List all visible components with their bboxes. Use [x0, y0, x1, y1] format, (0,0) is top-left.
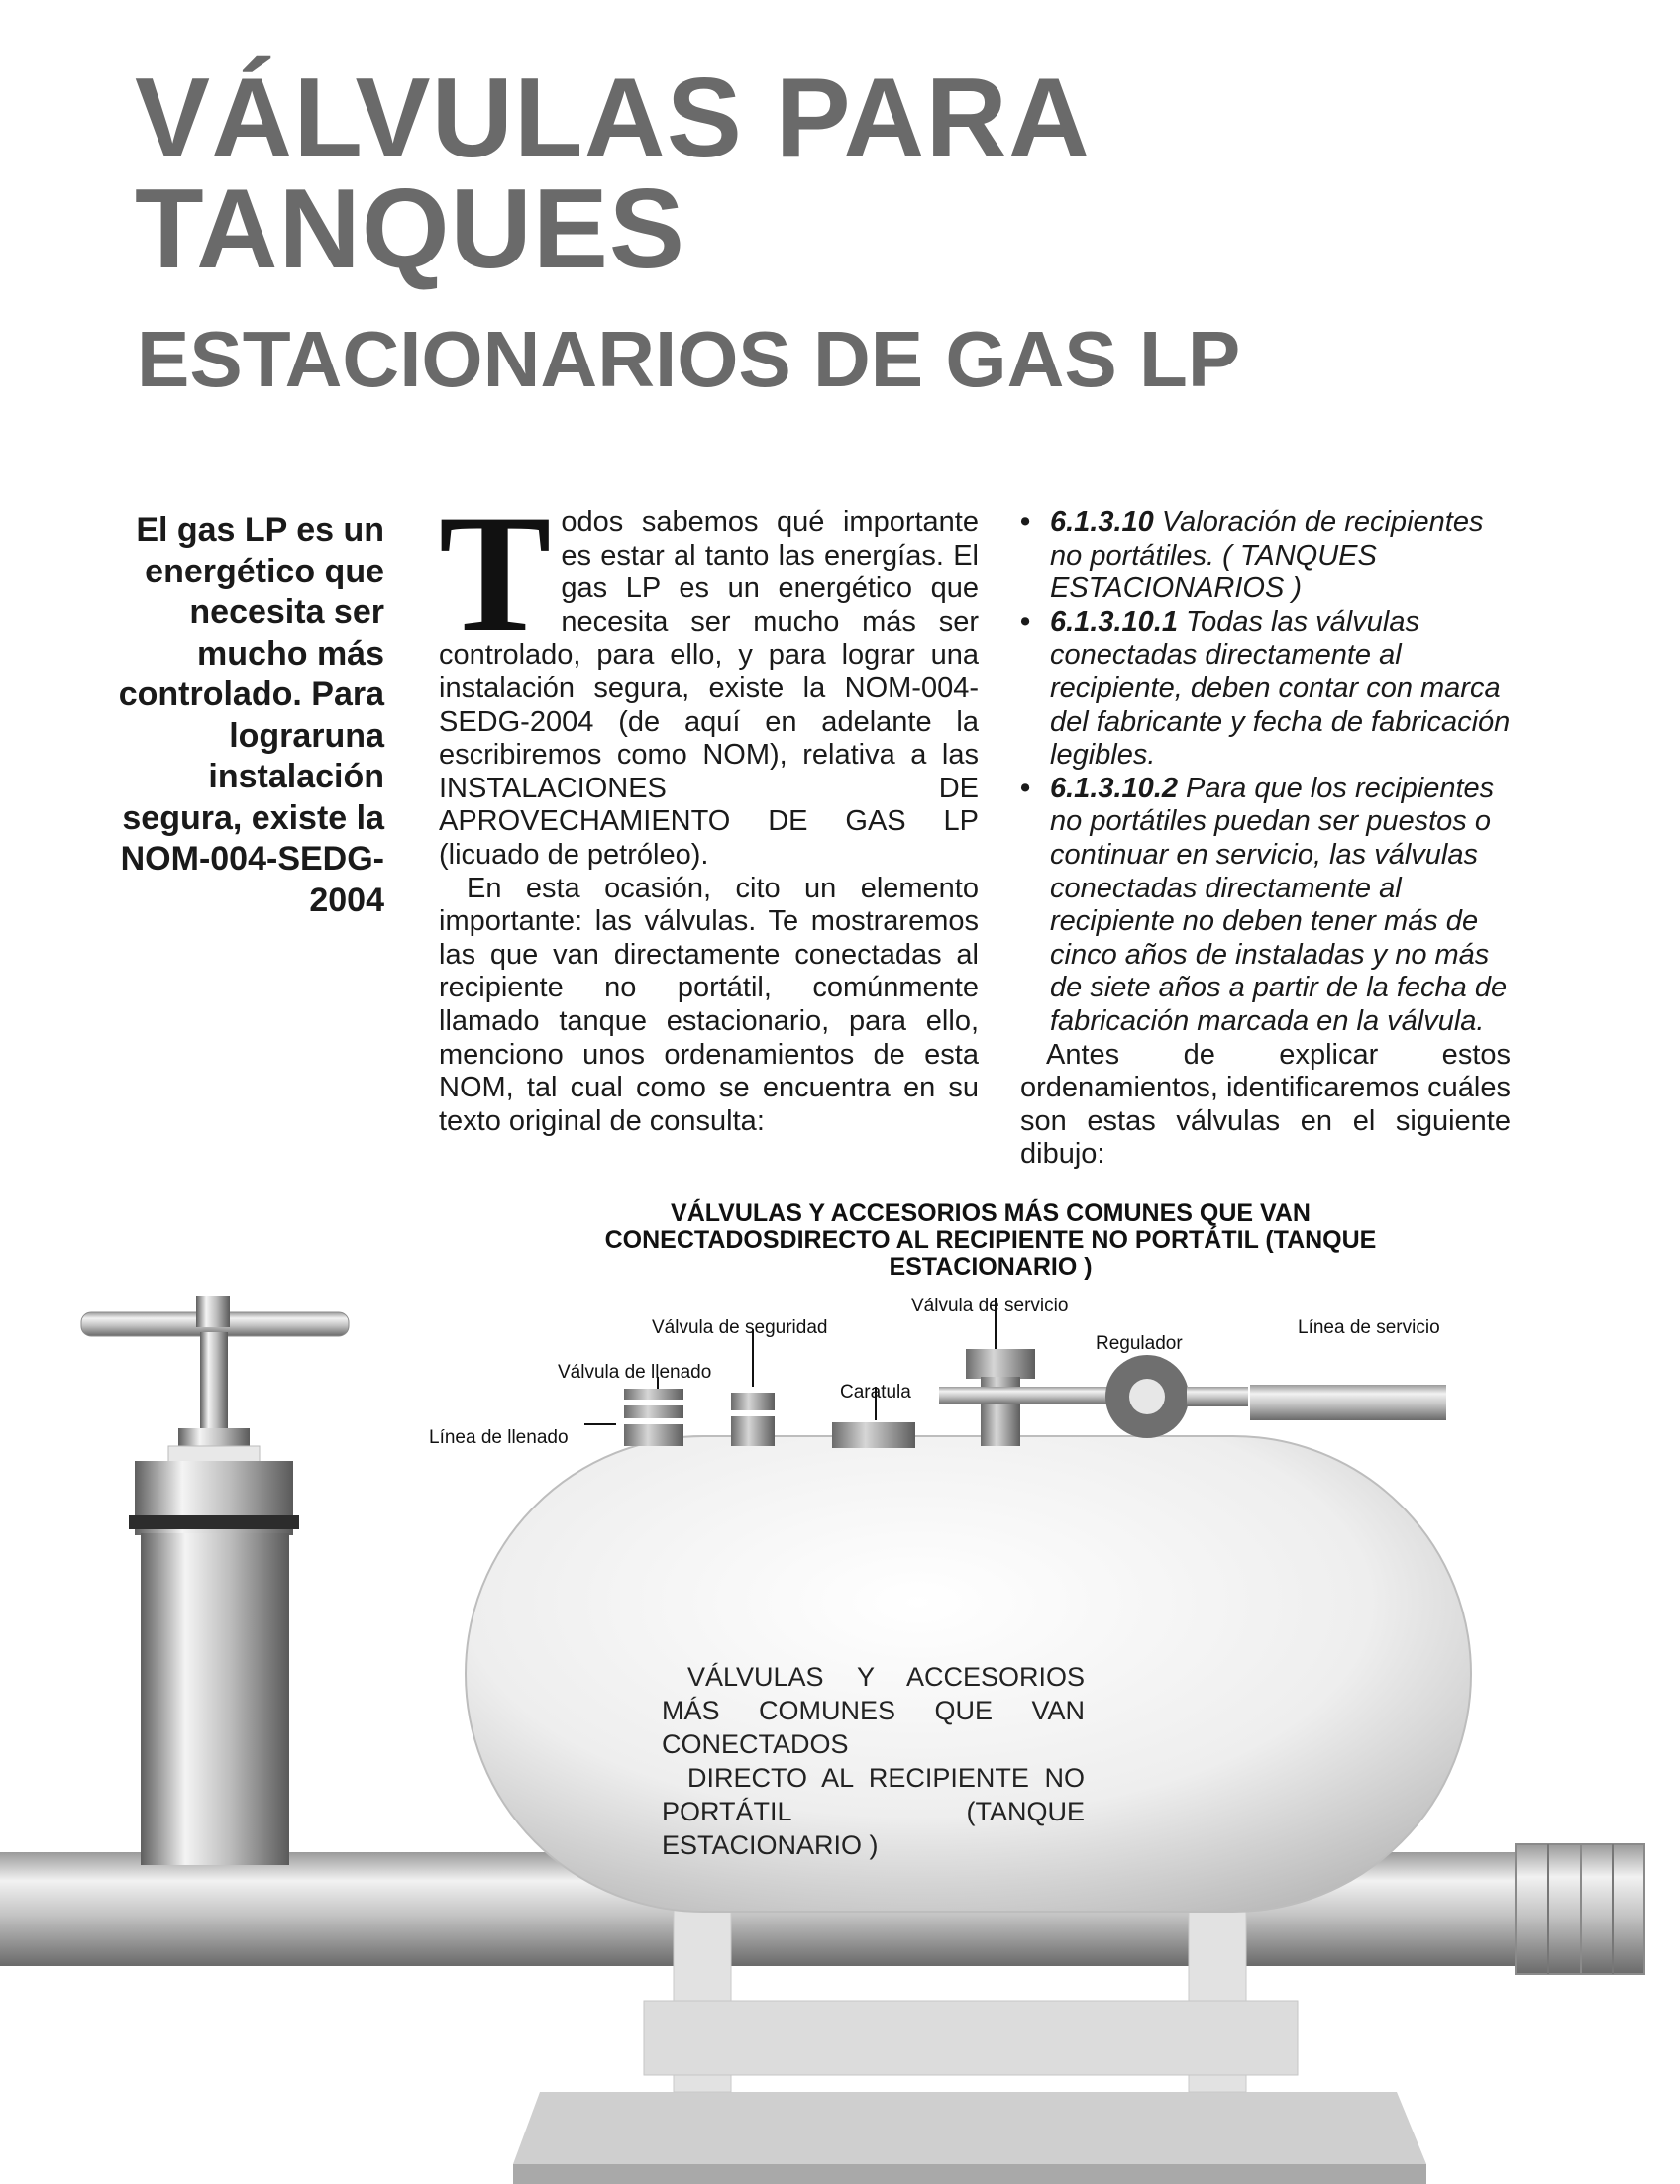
paragraph-closing: Antes de explicar estos ordenamientos, identificaremos cuáles son estas válvulas en el siguiente dibujo:: [1020, 1038, 1511, 1171]
norm-item: [1020, 773, 1511, 1039]
safety-valve: [727, 1393, 779, 1446]
norm-code: 6.1.3.10.2: [1050, 772, 1178, 804]
service-line: [1250, 1385, 1446, 1420]
gauge: [832, 1422, 915, 1448]
norm-code: 6.1.3.10.1: [1050, 605, 1178, 638]
body-column-1: [439, 480, 979, 1138]
tank-caption-line-1: VÁLVULAS Y ACCESORIOS MÁS COMUNES QUE VAN CONECTADOS: [662, 1662, 1085, 1759]
page-title: [135, 55, 1323, 292]
norm-text: Todas las válvulas conectadas directamente al recipiente, deben contar con marca del fabricante y fecha de fabricación legibles.: [1050, 605, 1511, 772]
tank-caption: [662, 1660, 1085, 1862]
paragraph-intro: odos sabemos qué importante es estar al tanto las energías. El gas LP es un energético que necesita ser mucho más ser controlado, para ello, y para lograr una instalación segura, existe la NOM-004-SEDG-2004 (de aquí en adelante la escribiremos como NOM), relativa a las INSTALACIONES DE APROVECHAMIENTO DE GAS LP (licuado de petróleo).: [439, 506, 979, 871]
pipe-flange: [1516, 1844, 1585, 1974]
label-filling-valve: Válvula de llenado: [558, 1362, 712, 1383]
pull-quote: El gas LP es un energético que necesita ser mucho más controlado. Para lograruna instalación segura, existe la NOM-004-SEDG-2004: [118, 511, 384, 919]
label-regulator: Regulador: [1096, 1333, 1183, 1354]
page-title-line-1: VÁLVULAS PARA: [135, 55, 1092, 181]
service-valve: [939, 1349, 1114, 1446]
tank-caption-line-2: DIRECTO AL RECIPIENTE NO PORTÁTIL (TANQUE ESTACIONARIO ): [662, 1763, 1085, 1860]
body-column-2: [1020, 506, 1511, 1172]
norm-text: Valoración de recipientes no portátiles. ( TANQUES ESTACIONARIOS ): [1050, 506, 1484, 605]
page-subtitle: ESTACIONARIOS DE GAS LP: [137, 315, 1241, 403]
label-filling-line: Línea de llenado: [429, 1427, 569, 1448]
norm-code: 6.1.3.10: [1050, 506, 1154, 538]
figure-title: VÁLVULAS Y ACCESORIOS MÁS COMUNES QUE VAN CONECTADOSDIRECTO AL RECIPIENTE NO PORTÁTIL (TANQUE ESTACIONARIO ): [604, 1199, 1377, 1281]
norm-item: [1020, 606, 1511, 773]
norm-text: Para que los recipientes no portátiles puedan ser puestos o continuar en servicio, las válvulas conectadas directamente al recipiente no deben tener más de cinco años de instaladas y no más de siete años a partir de la fecha de fabricación marcada en la válvula.: [1050, 772, 1508, 1037]
label-gauge: Caratula: [840, 1382, 911, 1403]
norm-item: [1020, 506, 1511, 606]
page-title-line-2: TANQUES: [135, 166, 685, 292]
drop-cap: T: [439, 480, 552, 667]
tank-base: [513, 2092, 1426, 2164]
gate-valve: [81, 1296, 349, 1865]
label-service-valve: Válvula de servicio: [911, 1296, 1069, 1316]
regulator: [1105, 1355, 1248, 1438]
paragraph-valves: En esta ocasión, cito un elemento importante: las válvulas. Te mostraremos las que van directamente conectadas al recipiente no portátil, comúnmente llamado tanque estacionario, para ello, menciono unos ordenamientos de esta NOM, tal cual como se encuentra en su texto original de consulta:: [439, 872, 979, 1137]
norm-list: [1020, 506, 1511, 1039]
label-service-line: Línea de servicio: [1298, 1317, 1440, 1338]
filling-valve: [620, 1389, 687, 1446]
label-safety-valve: Válvula de seguridad: [652, 1317, 828, 1338]
